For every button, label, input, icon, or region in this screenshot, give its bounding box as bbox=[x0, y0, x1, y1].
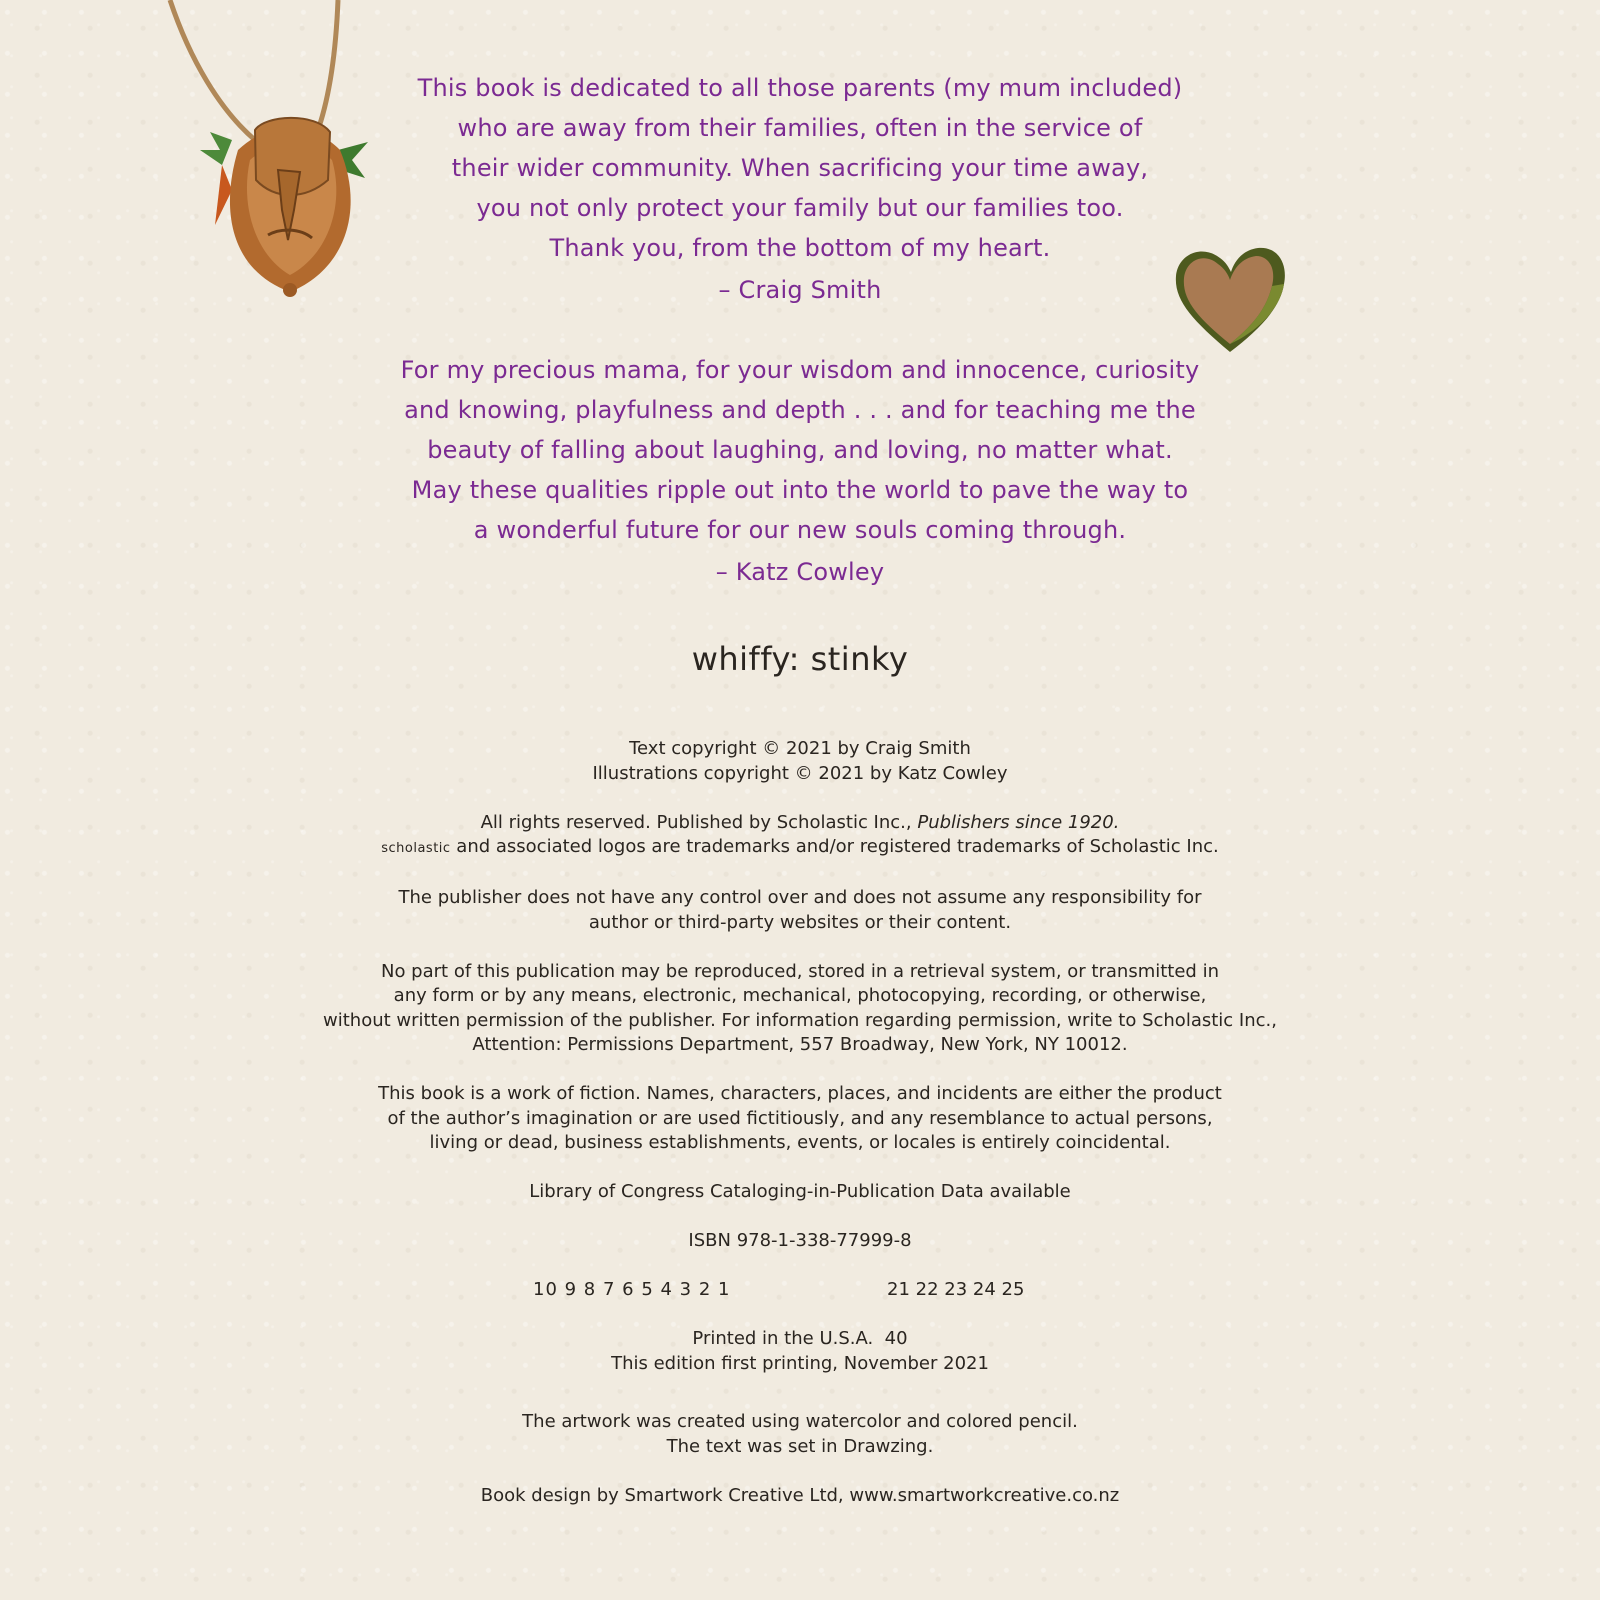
disclaimer-line: The publisher does not have any control over and does not assume any responsibility for bbox=[398, 887, 1202, 908]
reproduction-line: No part of this publication may be reproduced, stored in a retrieval system, or transmitted in bbox=[380, 960, 1219, 982]
design-credit bbox=[240, 1484, 1360, 1509]
cip-line: Library of Congress Cataloging-in-Publication Data available bbox=[529, 1181, 1071, 1202]
isbn-notice bbox=[240, 1229, 1360, 1254]
dedication-line: their wider community. When sacrificing your time away, bbox=[451, 154, 1149, 182]
artwork-notice bbox=[240, 1410, 1360, 1459]
typeface-line: The text was set in Drawzing. bbox=[666, 1435, 934, 1457]
reproduction-line: Attention: Permissions Department, 557 Broadway, New York, NY 10012. bbox=[472, 1034, 1128, 1055]
artwork-line: The artwork was created using watercolor and colored pencil. bbox=[522, 1411, 1078, 1432]
dedication-line: This book is dedicated to all those parents (my mum included) bbox=[417, 74, 1183, 102]
dedication-line: For my precious mama, for your wisdom and innocence, curiosity bbox=[400, 356, 1200, 384]
dedication-katz-cowley bbox=[300, 350, 1300, 592]
dedication-line: who are away from their families, often in the service of bbox=[457, 114, 1143, 142]
reproduction-line: without written permission of the publisher. For information regarding permission, write to Scholastic Inc., bbox=[323, 1009, 1277, 1031]
dedication-line: and knowing, playfulness and depth . . . and for teaching me the bbox=[404, 396, 1196, 424]
design-line: Book design by Smartwork Creative Ltd, www.smartworkcreative.co.nz bbox=[480, 1484, 1120, 1506]
dedication-craig-smith bbox=[300, 68, 1300, 310]
publisher-disclaimer bbox=[240, 886, 1360, 935]
printed-in-line: Printed in the U.S.A. 40 bbox=[692, 1328, 908, 1349]
dedication-signature: – Craig Smith bbox=[718, 276, 882, 304]
fiction-notice bbox=[240, 1082, 1360, 1156]
isbn-line: ISBN 978-1-338-77999-8 bbox=[688, 1230, 912, 1251]
year-numbers: 21 22 23 24 25 bbox=[887, 1279, 1025, 1300]
rights-line bbox=[240, 811, 1360, 836]
scholastic-mark: scholastic bbox=[381, 841, 451, 856]
publishers-since: Publishers since 1920. bbox=[917, 811, 1120, 833]
fiction-line: This book is a work of fiction. Names, characters, places, and incidents are either the product bbox=[378, 1083, 1222, 1104]
dedication-line: beauty of falling about laughing, and loving, no matter what. bbox=[427, 436, 1173, 464]
dedication-signature: – Katz Cowley bbox=[715, 558, 885, 586]
glossary-entry: whiffy: stinky bbox=[691, 640, 909, 678]
trademark-text: and associated logos are trademarks and/or registered trademarks of Scholastic Inc. bbox=[450, 836, 1219, 857]
dedication-line: May these qualities ripple out into the world to pave the way to bbox=[411, 476, 1189, 504]
printing-info bbox=[240, 1327, 1360, 1376]
edition-line: This edition first printing, November 2021 bbox=[611, 1352, 989, 1374]
printing-numbers bbox=[240, 1278, 1360, 1303]
cip-notice bbox=[240, 1180, 1360, 1205]
dedication-line: a wonderful future for our new souls coming through. bbox=[473, 516, 1127, 544]
reproduction-line: any form or by any means, electronic, mechanical, photocopying, recording, or otherwise, bbox=[393, 985, 1207, 1006]
rights-notice bbox=[240, 811, 1360, 862]
illustrations-copyright: Illustrations copyright © 2021 by Katz Cowley bbox=[592, 762, 1008, 784]
fiction-line: living or dead, business establishments, events, or locales is entirely coincidental. bbox=[429, 1132, 1171, 1153]
trademark-line bbox=[240, 835, 1360, 862]
disclaimer-line: author or third-party websites or their content. bbox=[588, 911, 1012, 933]
fiction-line: of the author’s imagination or are used fictitiously, and any resemblance to actual persons, bbox=[387, 1107, 1213, 1129]
copyright-notice bbox=[240, 737, 1360, 786]
dedication-line: you not only protect your family but our families too. bbox=[476, 194, 1124, 222]
rights-text: All rights reserved. Published by Scholastic Inc., bbox=[480, 811, 918, 833]
text-copyright: Text copyright © 2021 by Craig Smith bbox=[629, 738, 971, 759]
dedication-line: Thank you, from the bottom of my heart. bbox=[549, 234, 1051, 262]
impression-numbers: 10 9 8 7 6 5 4 3 2 1 bbox=[533, 1279, 731, 1300]
imprint-block bbox=[240, 737, 1360, 1533]
reproduction-notice bbox=[240, 960, 1360, 1058]
